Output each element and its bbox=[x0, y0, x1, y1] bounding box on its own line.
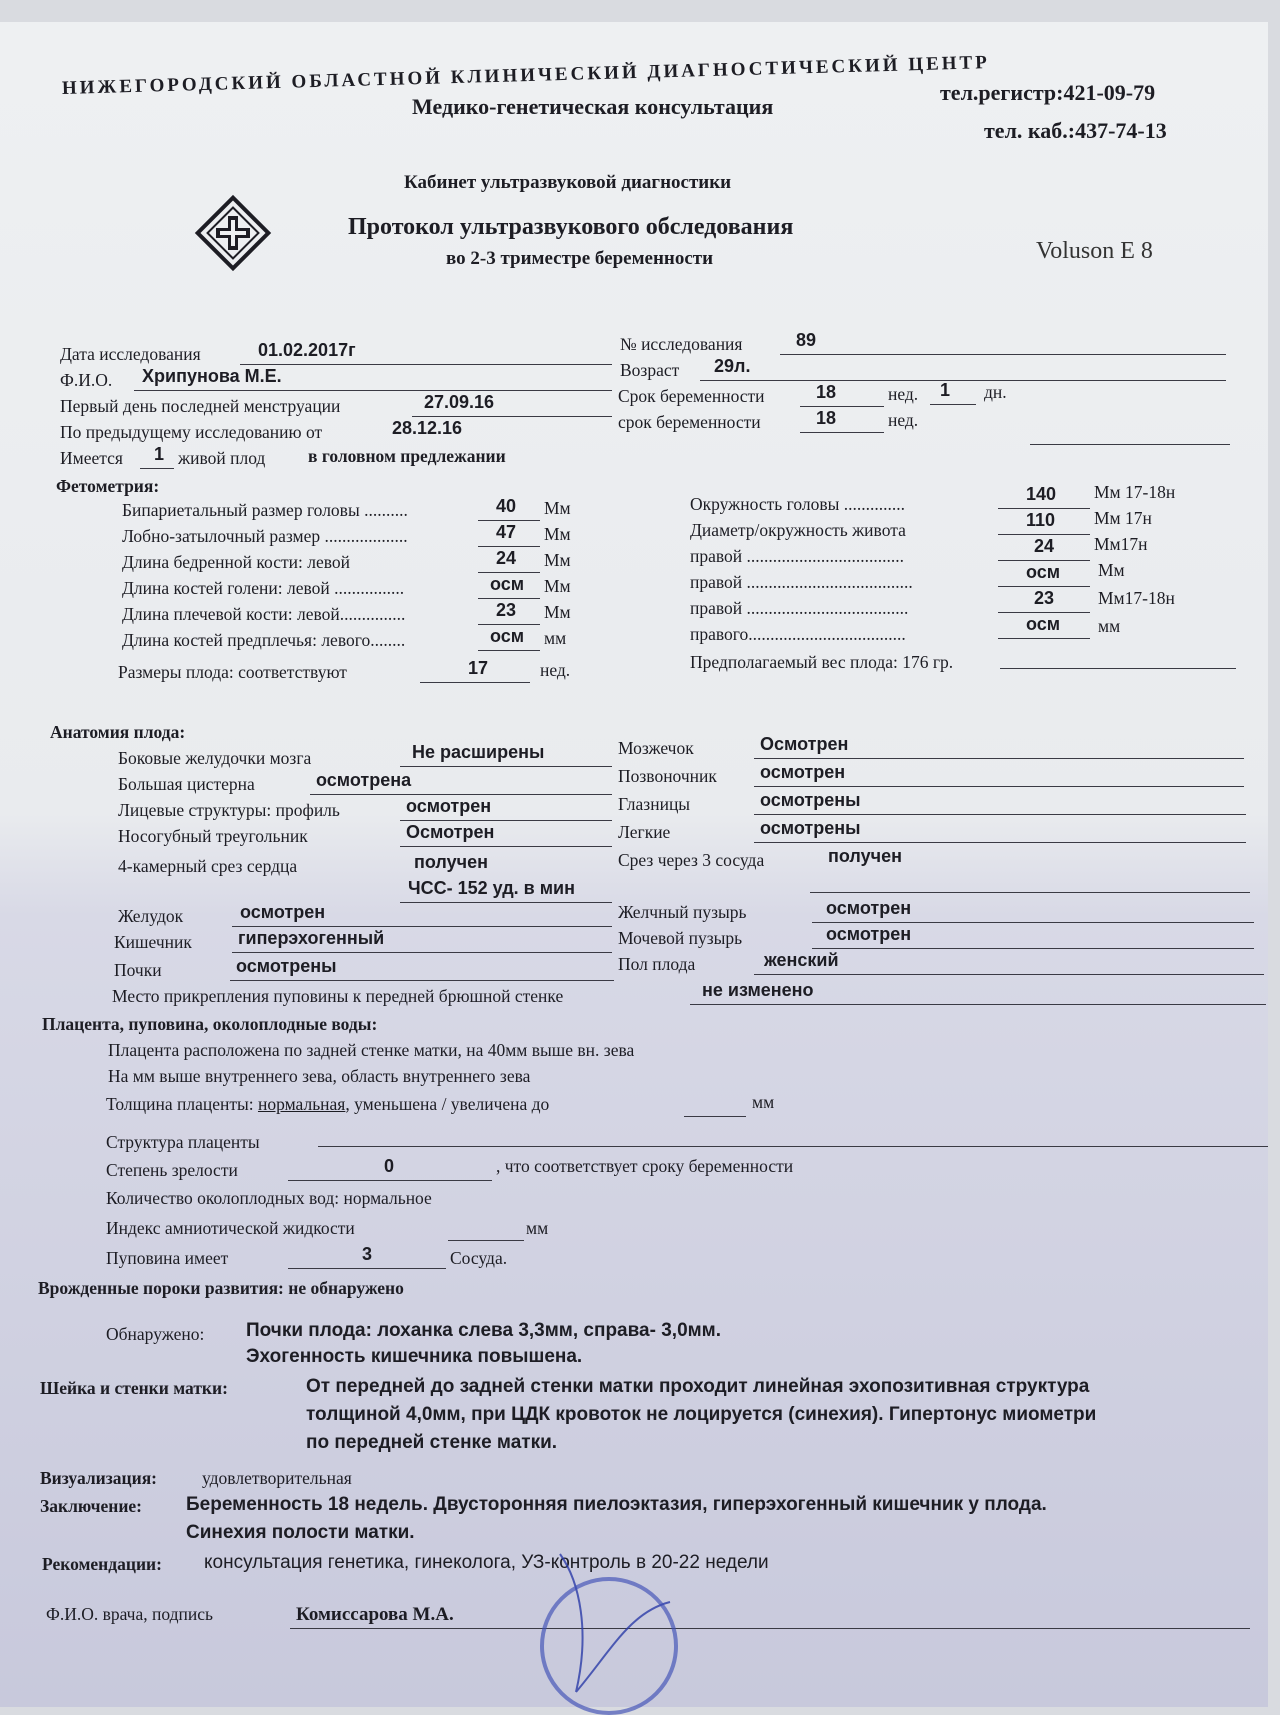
fetometry-right-label: Окружность головы .............. bbox=[690, 494, 905, 514]
device-name: Voluson E 8 bbox=[1036, 238, 1153, 264]
afi-label: Индекс амниотической жидкости bbox=[106, 1218, 355, 1238]
heart-label: 4-камерный срез сердца bbox=[118, 856, 298, 876]
fetometry-right-unit: Мм 17-18н bbox=[1094, 482, 1176, 502]
conclusion-line-1: Беременность 18 недель. Двусторонняя пиелоэктазия, гиперэхогенный кишечник у плода. bbox=[186, 1494, 1047, 1515]
anatomy-left-value: осмотрен bbox=[406, 796, 492, 816]
fetometry-left-label: Лобно-затылочный размер ................... bbox=[122, 526, 408, 546]
fetometry-left-unit: Мм bbox=[544, 602, 571, 622]
lmp-label: Первый день последней менструации bbox=[60, 396, 341, 416]
found-line-1: Почки плода: лоханка слева 3,3мм, справа- 3,0мм. bbox=[246, 1320, 722, 1341]
consultation-subtitle: Медико-генетическая консультация bbox=[412, 94, 774, 119]
patient-name: Хрипунова М.Е. bbox=[142, 366, 282, 386]
visualization-value: удовлетворительная bbox=[202, 1468, 352, 1488]
anatomy-right2-label: Мочевой пузырь bbox=[618, 928, 743, 948]
fetometry-left-unit: мм bbox=[544, 628, 567, 648]
fetometry-right-label: правой .................................... bbox=[690, 546, 905, 566]
thickness-pre: Толщина плаценты: bbox=[106, 1094, 254, 1114]
vessels-value: получен bbox=[828, 846, 902, 866]
anatomy-left2-value: осмотрен bbox=[240, 902, 326, 922]
fetometry-title: Фетометрия: bbox=[56, 476, 160, 496]
placenta-structure-label: Структура плаценты bbox=[106, 1132, 260, 1152]
anatomy-left-label: Лицевые структуры: профиль bbox=[118, 800, 340, 820]
doctor-label: Ф.И.О. врача, подпись bbox=[46, 1604, 213, 1624]
anatomy-title: Анатомия плода: bbox=[50, 722, 186, 742]
fetometry-right-value: 23 bbox=[1034, 588, 1055, 608]
placenta-title: Плацента, пуповина, околоплодные воды: bbox=[42, 1014, 378, 1034]
doctor-name: Комиссарова М.А. bbox=[296, 1604, 454, 1625]
anatomy-right-value: осмотрены bbox=[760, 818, 861, 838]
center-name: НИЖЕГОРОДСКИЙ ОБЛАСТНОЙ КЛИНИЧЕСКИЙ ДИАГНОСТИЧЕСКИЙ ЦЕНТР bbox=[61, 52, 991, 99]
thickness-unit: мм bbox=[752, 1092, 775, 1112]
anatomy-right-label: Позвоночник bbox=[618, 766, 717, 786]
fetometry-right-unit: Мм 17н bbox=[1094, 508, 1152, 528]
anatomy-right-value: осмотрены bbox=[760, 790, 861, 810]
amniotic-fluid: Количество околоплодных вод: нормальное bbox=[106, 1188, 432, 1208]
anatomy-right2-value: осмотрен bbox=[826, 924, 912, 944]
fetometry-left-value: 40 bbox=[496, 496, 517, 516]
anatomy-left-label: Носогубный треугольник bbox=[118, 826, 308, 846]
recommendations-label: Рекомендации: bbox=[42, 1554, 162, 1574]
anatomy-left2-label: Почки bbox=[114, 960, 162, 980]
fetometry-left-unit: Мм bbox=[544, 550, 571, 570]
conclusion-line-2: Синехия полости матки. bbox=[186, 1522, 415, 1543]
recommendations-text: консультация генетика, гинеколога, УЗ-контроль в 20-22 недели bbox=[204, 1552, 769, 1573]
fetus-pre: Имеется bbox=[60, 448, 123, 468]
fetometry-right-label: правой ...................................... bbox=[690, 572, 913, 592]
anatomy-left2-value: осмотрены bbox=[236, 956, 337, 976]
protocol-subtitle: во 2-3 триместре беременности bbox=[446, 248, 714, 269]
days-unit: дн. bbox=[984, 382, 1007, 402]
fetus-count: 1 bbox=[154, 444, 165, 464]
term-weeks: 18 bbox=[816, 382, 837, 402]
fetal-size-value: 17 bbox=[468, 658, 489, 678]
clinic-logo-icon bbox=[190, 190, 276, 276]
visualization-label: Визуализация: bbox=[40, 1468, 157, 1488]
fetometry-right-label: правого.................................... bbox=[690, 624, 906, 644]
fetometry-right-unit: мм bbox=[1098, 616, 1121, 636]
cord-attachment-label: Место прикрепления пуповины к передней брюшной стенке bbox=[112, 986, 564, 1006]
fetometry-left-unit: Мм bbox=[544, 524, 571, 544]
fetal-weight: Предполагаемый вес плода: 176 гр. bbox=[690, 652, 954, 672]
heart-rate: ЧСС- 152 уд. в мин bbox=[408, 878, 575, 898]
cervix-line-2: толщиной 4,0мм, при ЦДК кровоток не лоцируется (синехия). Гипертонус миометри bbox=[306, 1404, 1097, 1425]
anatomy-right-value: Осмотрен bbox=[760, 734, 849, 754]
fetometry-right-value: 110 bbox=[1026, 510, 1056, 530]
anatomy-left-value: Осмотрен bbox=[406, 822, 495, 842]
heart-value: получен bbox=[414, 852, 488, 872]
date-label: Дата исследования bbox=[60, 344, 201, 364]
weeks-unit-2: нед. bbox=[888, 410, 919, 430]
term2-weeks: 18 bbox=[816, 408, 837, 428]
term-label: Срок беременности bbox=[618, 386, 765, 406]
phone-registry: тел.регистр:421-09-79 bbox=[940, 80, 1156, 105]
fetometry-left-value: осм bbox=[490, 626, 525, 646]
anatomy-left-label: Большая цистерна bbox=[118, 774, 255, 794]
maturity-label: Степень зрелости bbox=[106, 1160, 238, 1180]
fetometry-left-label: Длина костей голени: левой ................ bbox=[122, 578, 405, 598]
cord-attachment-value: не изменено bbox=[702, 980, 814, 1000]
prev-exam-date: 28.12.16 bbox=[392, 418, 463, 438]
thickness-normal: нормальная bbox=[257, 1094, 346, 1114]
cord-vessels-unit: Сосуда. bbox=[450, 1248, 508, 1268]
anatomy-right2-value: женский bbox=[764, 950, 839, 970]
found-line-2: Эхогенность кишечника повышена. bbox=[246, 1346, 583, 1367]
anatomy-right-label: Мозжечок bbox=[618, 738, 694, 758]
cord-vessels-value: 3 bbox=[362, 1244, 373, 1264]
fetometry-left-label: Длина бедренной кости: левой bbox=[122, 552, 350, 572]
patient-age: 29л. bbox=[714, 356, 751, 376]
cabinet-name: Кабинет ультразвуковой диагностики bbox=[404, 172, 732, 193]
anatomy-right2-label: Пол плода bbox=[618, 954, 696, 974]
fetal-size-label: Размеры плода: соответствуют bbox=[118, 662, 347, 682]
anatomy-left2-value: гиперэхогенный bbox=[238, 928, 385, 948]
lmp-date: 27.09.16 bbox=[424, 392, 495, 412]
cervix-line-1: От передней до задней стенки матки проходит линейная эхопозитивная структура bbox=[306, 1376, 1090, 1397]
fetometry-left-value: 23 bbox=[496, 600, 517, 620]
anatomy-right-value: осмотрен bbox=[760, 762, 846, 782]
term-days: 1 bbox=[940, 380, 951, 400]
anatomy-left-value: Не расширены bbox=[412, 742, 545, 762]
phone-office: тел. каб.:437-74-13 bbox=[984, 118, 1167, 143]
anatomy-left2-label: Желудок bbox=[118, 906, 184, 926]
stamp-icon bbox=[540, 1577, 678, 1715]
cervix-line-3: по передней стенке матки. bbox=[306, 1432, 558, 1453]
fetometry-left-label: Длина костей предплечья: левого........ bbox=[122, 630, 406, 650]
fetometry-right-label: правой ..................................... bbox=[690, 598, 909, 618]
maturity-post: , что соответствует сроку беременности bbox=[496, 1156, 794, 1176]
protocol-sheet bbox=[0, 22, 1268, 1707]
fetometry-left-label: Бипариетальный размер головы .......... bbox=[122, 500, 408, 520]
prev-exam-label: По предыдущему исследованию от bbox=[60, 422, 323, 442]
exam-date: 01.02.2017г bbox=[258, 340, 356, 360]
anatomy-right2-value: осмотрен bbox=[826, 898, 912, 918]
afi-unit: мм bbox=[526, 1218, 549, 1238]
fetometry-left-unit: Мм bbox=[544, 498, 571, 518]
age-label: Возраст bbox=[620, 360, 680, 380]
anatomy-left2-label: Кишечник bbox=[114, 932, 192, 952]
fetometry-right-value: осм bbox=[1026, 562, 1061, 582]
fetometry-right-unit: Мм17н bbox=[1094, 534, 1148, 554]
found-label: Обнаружено: bbox=[106, 1324, 205, 1344]
fetometry-left-value: осм bbox=[490, 574, 525, 594]
anatomy-left-value: осмотрена bbox=[316, 770, 412, 790]
presentation: в головном предлежании bbox=[308, 446, 506, 466]
fetometry-right-value: 24 bbox=[1034, 536, 1055, 556]
maturity-value: 0 bbox=[384, 1156, 395, 1176]
fetal-size-unit: нед. bbox=[540, 660, 571, 680]
anatomy-left-label: Боковые желудочки мозга bbox=[118, 748, 312, 768]
exam-number: 89 bbox=[796, 330, 817, 350]
patient-name-label: Ф.И.О. bbox=[60, 370, 113, 390]
fetometry-left-label: Длина плечевой кости: левой............... bbox=[122, 604, 406, 624]
placenta-thickness bbox=[106, 1094, 549, 1115]
defects-label: Врожденные пороки развития: не обнаружено bbox=[38, 1278, 404, 1298]
vessels-label: Срез через 3 сосуда bbox=[618, 850, 765, 870]
placenta-location-2: На мм выше внутреннего зева, область внутреннего зева bbox=[108, 1066, 531, 1086]
fetometry-right-label: Диаметр/окружность живота bbox=[690, 520, 906, 540]
protocol-title: Протокол ультразвукового обследования bbox=[348, 214, 794, 240]
fetometry-left-value: 24 bbox=[496, 548, 517, 568]
fetometry-right-value: осм bbox=[1026, 614, 1061, 634]
weeks-unit: нед. bbox=[888, 384, 919, 404]
exam-number-label: № исследования bbox=[620, 334, 743, 354]
fetus-post: живой плод bbox=[178, 448, 266, 468]
cervix-label: Шейка и стенки матки: bbox=[40, 1378, 228, 1398]
anatomy-right-label: Глазницы bbox=[618, 794, 691, 814]
term2-label: срок беременности bbox=[618, 412, 761, 432]
conclusion-label: Заключение: bbox=[40, 1496, 142, 1516]
fetometry-left-unit: Мм bbox=[544, 576, 571, 596]
thickness-post: , уменьшена / увеличена до bbox=[345, 1094, 550, 1114]
anatomy-right-label: Легкие bbox=[618, 822, 671, 842]
fetometry-right-unit: Мм17-18н bbox=[1098, 588, 1175, 608]
fetometry-right-unit: Мм bbox=[1098, 560, 1125, 580]
fetometry-left-value: 47 bbox=[496, 522, 517, 542]
anatomy-right2-label: Желчный пузырь bbox=[618, 902, 747, 922]
placenta-location: Плацента расположена по задней стенке матки, на 40мм выше вн. зева bbox=[108, 1040, 635, 1060]
fetometry-right-value: 140 bbox=[1026, 484, 1057, 504]
cord-vessels-label: Пуповина имеет bbox=[106, 1248, 229, 1268]
